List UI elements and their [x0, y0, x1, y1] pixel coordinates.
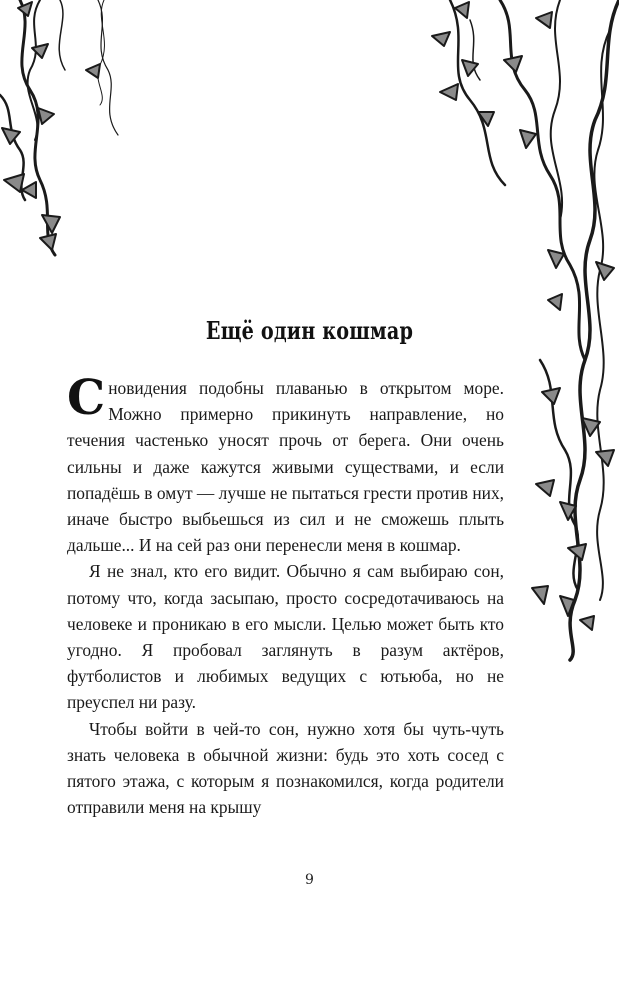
- vine-leaf: [86, 64, 100, 78]
- vine-leaf: [536, 12, 552, 28]
- vine-leaf: [596, 450, 614, 466]
- vine-leaf: [548, 250, 564, 268]
- page-number: 9: [305, 872, 314, 888]
- vine-strand: [98, 0, 105, 105]
- vine-leaf: [596, 262, 614, 280]
- vine-leaf: [532, 586, 548, 604]
- vine-leaf: [560, 502, 576, 520]
- paragraph-text: новидения подобны плаванью в открытом море. Можно примерно прикинуть направление, но течения частенько уносят прочь от берега. Они очень сильны и даже кажутся живыми существами, и если попадёшь в омут — лучше не пытаться грести против них, иначе быстро выбьешься из сил и не сможешь плыть дальше... И на сей раз они перенесли меня в кошмар.: [67, 378, 504, 556]
- vine-leaf: [478, 112, 494, 126]
- vine-leaf: [580, 616, 594, 630]
- vine-leaf: [40, 234, 56, 250]
- vine-stem: [594, 30, 610, 600]
- vine-stem: [0, 95, 25, 200]
- vine-stem: [540, 360, 578, 590]
- vine-leaf: [560, 596, 574, 616]
- drop-cap: С: [67, 370, 106, 426]
- vine-leaf: [568, 544, 586, 560]
- paragraph-text: Чтобы войти в чей-то сон, нужно хотя бы чуть-чуть знать человека в обычной жизни: будь это хоть сосед с пятого этажа, с которым я познакомился, когда родители отправили меня на крышу: [67, 718, 504, 818]
- paragraph-text: Я не знал, кто его видит. Обычно я сам выбираю сон, потому что, когда засыпаю, просто сосредотачиваюсь на человеке и проникаю в его мысли. Целью может быть кто угодно. Я пробовал заглянуть в разум актёров, футболистов и любимых ведущих с ютьюба, но не преуспел ни разу.: [67, 561, 504, 713]
- vine-leaf: [582, 418, 600, 436]
- body-text: [67, 370, 504, 820]
- vine-stem: [551, 0, 562, 220]
- vine-leaf: [542, 388, 560, 404]
- vine-stem: [28, 0, 40, 140]
- paragraph: [67, 558, 504, 715]
- vine-leaf: [548, 294, 562, 310]
- vine-stem: [450, 0, 505, 185]
- vine-stem: [570, 0, 619, 660]
- paragraph: [67, 716, 504, 821]
- vine-stem: [470, 20, 480, 80]
- vine-leaf: [32, 44, 48, 58]
- vine-leaf: [42, 215, 60, 233]
- vine-leaf: [504, 56, 522, 72]
- vine-leaf: [2, 128, 20, 144]
- vine-leaf: [440, 84, 458, 100]
- vine-leaf: [38, 108, 54, 124]
- vine-leaf: [520, 130, 536, 148]
- vine-stem: [59, 0, 65, 70]
- vine-stem: [20, 0, 55, 255]
- paragraph: [67, 370, 504, 558]
- vine-leaf: [536, 480, 554, 496]
- vine-leaf: [462, 60, 478, 76]
- vine-leaf: [455, 2, 469, 18]
- vine-leaf: [432, 32, 450, 46]
- vine-stem: [500, 0, 585, 360]
- vine-leaf: [4, 174, 24, 192]
- chapter-title: Ещё один кошмар: [205, 316, 414, 345]
- vine-strand: [98, 0, 118, 135]
- vine-leaf: [22, 182, 36, 198]
- vine-leaf: [18, 2, 32, 16]
